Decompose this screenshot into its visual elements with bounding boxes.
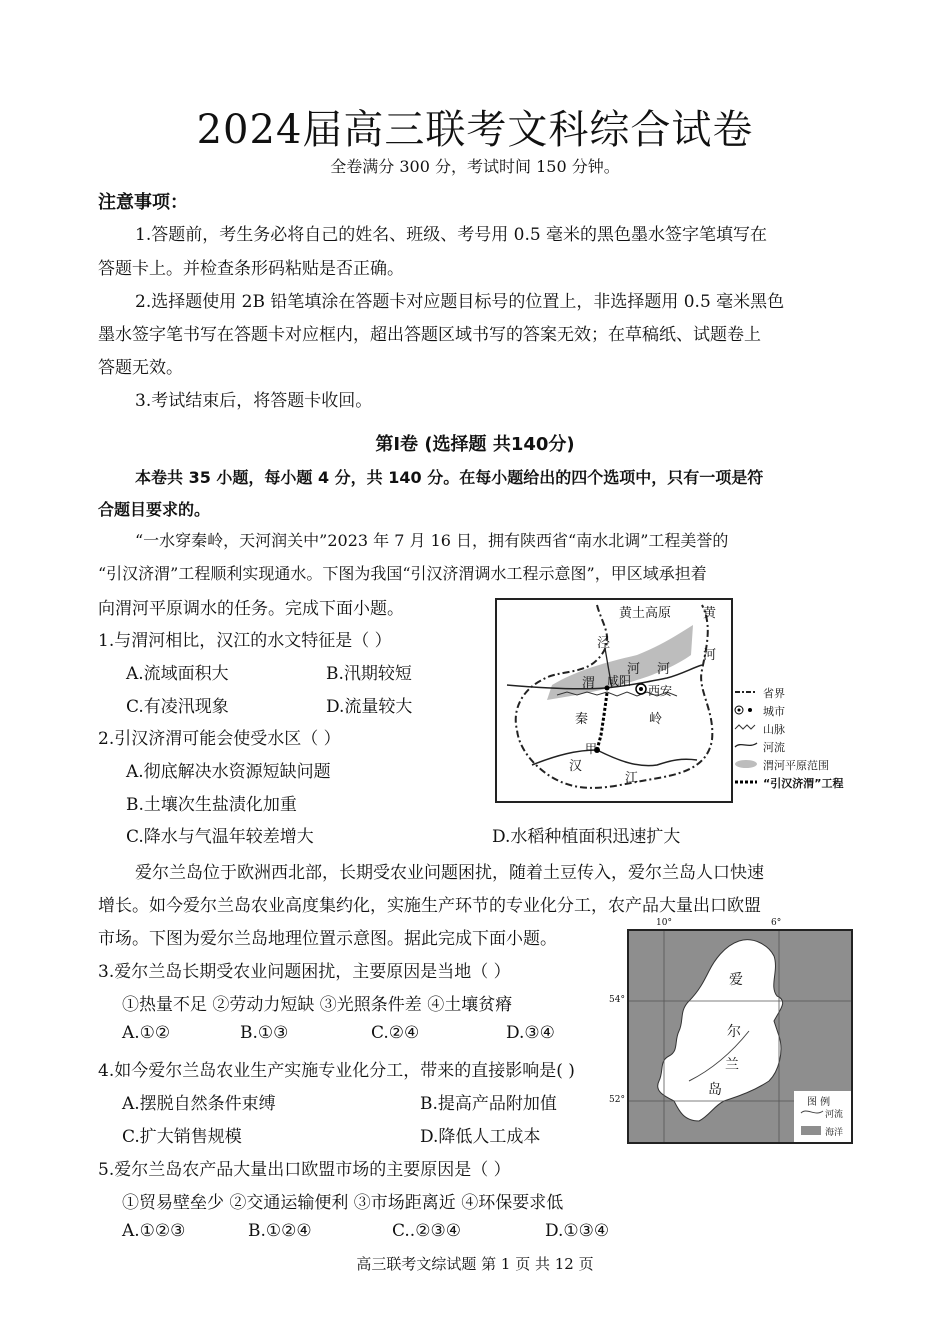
page-title: 2024届高三联考文科综合试卷 [196,107,754,153]
label-jing: 泾 [597,636,611,651]
legend-plain: 渭河平原范围 [763,759,829,772]
option-a: A.流域面积大 [126,664,229,684]
label-wei: 渭 [582,676,596,691]
legend-city: 城市 [763,705,785,718]
hanjiang-river [532,750,697,766]
option-b: B.提高产品附加值 [420,1094,557,1114]
legend-sea: 海洋 [825,1128,844,1138]
passage-text: “引汉济渭”工程顺利实现通水。下图为我国“引汉济渭调水工程示意图”，甲区域承担着 [98,564,707,583]
passage-text: 爱尔兰岛位于欧洲西北部，长期受农业问题困扰，随着土豆传入，爱尔兰岛人口快速 [135,863,764,883]
map1-legend [733,685,851,803]
question-stem: 5.爱尔兰岛农产品大量出口欧盟市场的主要原因是（ ） [98,1160,511,1180]
question-stem: 3.爱尔兰岛长期受农业问题困扰，主要原因是当地（ ） [98,962,511,982]
passage-text: 增长。如今爱尔兰岛农业高度集约化，实施生产环节的专业化分工，农产品大量出口欧盟 [98,896,761,916]
label-lat-52: 52° [609,1095,625,1105]
exam-info: 全卷满分 300 分，考试时间 150 分钟。 [330,157,620,176]
option-c: C.降水与气温年较差增大 [126,827,314,847]
option-d: D.流量较大 [326,697,413,717]
label-lon-6: 6° [771,918,782,928]
label-jia: 甲 [585,742,598,756]
notice-line: 答题无效。 [98,358,183,378]
label-xianyang: 咸阳 [607,674,632,688]
label-river: 河 [657,662,671,677]
question-items: ①热量不足 ②劳动力短缺 ③光照条件差 ④土壤贫瘠 [122,995,513,1015]
option-d: D.③④ [506,1023,555,1043]
label-island-ai: 爱 [729,972,743,988]
notice-line: 答题卡上。并检查条形码粘贴是否正确。 [98,259,404,279]
legend-river: 河流 [825,1110,844,1120]
section-intro: 本卷共 35 小题，每小题 4 分，共 140 分。在每小题给出的四个选项中，只有一项是符 [135,468,764,487]
label-island-dao: 岛 [708,1082,722,1098]
legend-title: 图 例 [807,1097,831,1108]
label-river: 河 [703,648,717,663]
option-c: C..②③④ [392,1221,461,1241]
section-title: 第Ⅰ卷 (选择题 共140分) [375,434,575,455]
notice-line: 墨水签字笔书写在答题卡对应框内，超出答题区域书写的答案无效；在草稿纸、试题卷上 [98,325,761,345]
option-d: D.水稻种植面积迅速扩大 [492,827,681,847]
label-island-lan: 兰 [725,1057,739,1073]
label-lat-54: 54° [609,995,625,1005]
map-ireland [609,918,853,1144]
section-intro: 合题目要求的。 [98,500,211,519]
option-a: A.摆脱自然条件束缚 [122,1094,276,1114]
label-island-er: 尔 [727,1024,741,1040]
label-xian: 西安 [648,684,673,698]
option-d: D.①③④ [545,1221,610,1241]
question-stem: 2.引汉济渭可能会使受水区（ ） [98,729,341,749]
question-items: ①贸易壁垒少 ②交通运输便利 ③市场距离近 ④环保要求低 [122,1193,564,1213]
notice-line: 3.考试结束后，将答题卡收回。 [135,391,373,411]
yinhanjiwei-project-line [597,693,607,750]
page-footer: 高三联考文综试题 第 1 页 共 12 页 [356,1255,594,1273]
option-b: B.①②④ [248,1221,312,1241]
passage-text: 市场。下图为爱尔兰岛地理位置示意图。据此完成下面小题。 [98,929,557,949]
notice-line: 1.答题前，考生务必将自己的姓名、班级、考号用 0.5 毫米的黑色墨水签字笔填写在 [135,225,768,245]
label-jiang: 江 [625,771,639,786]
option-c: C.有凌汛现象 [126,697,229,717]
legend-boundary: 省界 [763,687,785,700]
option-b: B.汛期较短 [326,664,412,684]
map1-legend-symbols [733,685,761,803]
notice-line: 2.选择题使用 2B 铅笔填涂在答题卡对应题目标号的位置上，非选择题用 0.5 毫米黑色 [135,292,785,312]
notice-heading: 注意事项： [98,192,188,213]
passage-text: “一水穿秦岭，天河润关中”2023 年 7 月 16 日，拥有陕西省“南水北调”工程美誉的 [135,531,729,550]
label-lon-10: 10° [656,918,672,928]
label-river: 河 [627,662,641,677]
legend-river: 河流 [763,741,785,754]
option-a: A.彻底解决水资源短缺问题 [126,762,331,782]
option-c: C.扩大销售规模 [122,1127,242,1147]
legend-project: “引汉济渭”工程 [763,777,844,790]
label-loess-plateau: 黄土高原 [619,606,672,621]
legend-mountain: 山脉 [763,723,785,736]
question-stem: 1.与渭河相比，汉江的水文特征是（ ） [98,631,392,651]
option-b: B.①③ [240,1023,289,1043]
label-qin: 秦 [575,712,589,727]
question-stem: 4.如今爱尔兰岛农业生产实施专业化分工，带来的直接影响是( ) [98,1061,575,1081]
label-ling: 岭 [649,712,663,727]
option-a: A.①②③ [122,1221,186,1241]
label-han: 汉 [569,759,583,774]
passage-text: 向渭河平原调水的任务。完成下面小题。 [98,599,404,619]
option-b: B.土壤次生盐渍化加重 [126,795,297,815]
option-c: C.②④ [371,1023,420,1043]
option-a: A.①② [122,1023,171,1043]
map-yinhanjiwei-drawing [497,600,731,801]
map-yinhanjiwei [495,598,733,803]
option-d: D.降低人工成本 [420,1127,541,1147]
label-yellow-river: 黄 [703,606,717,621]
